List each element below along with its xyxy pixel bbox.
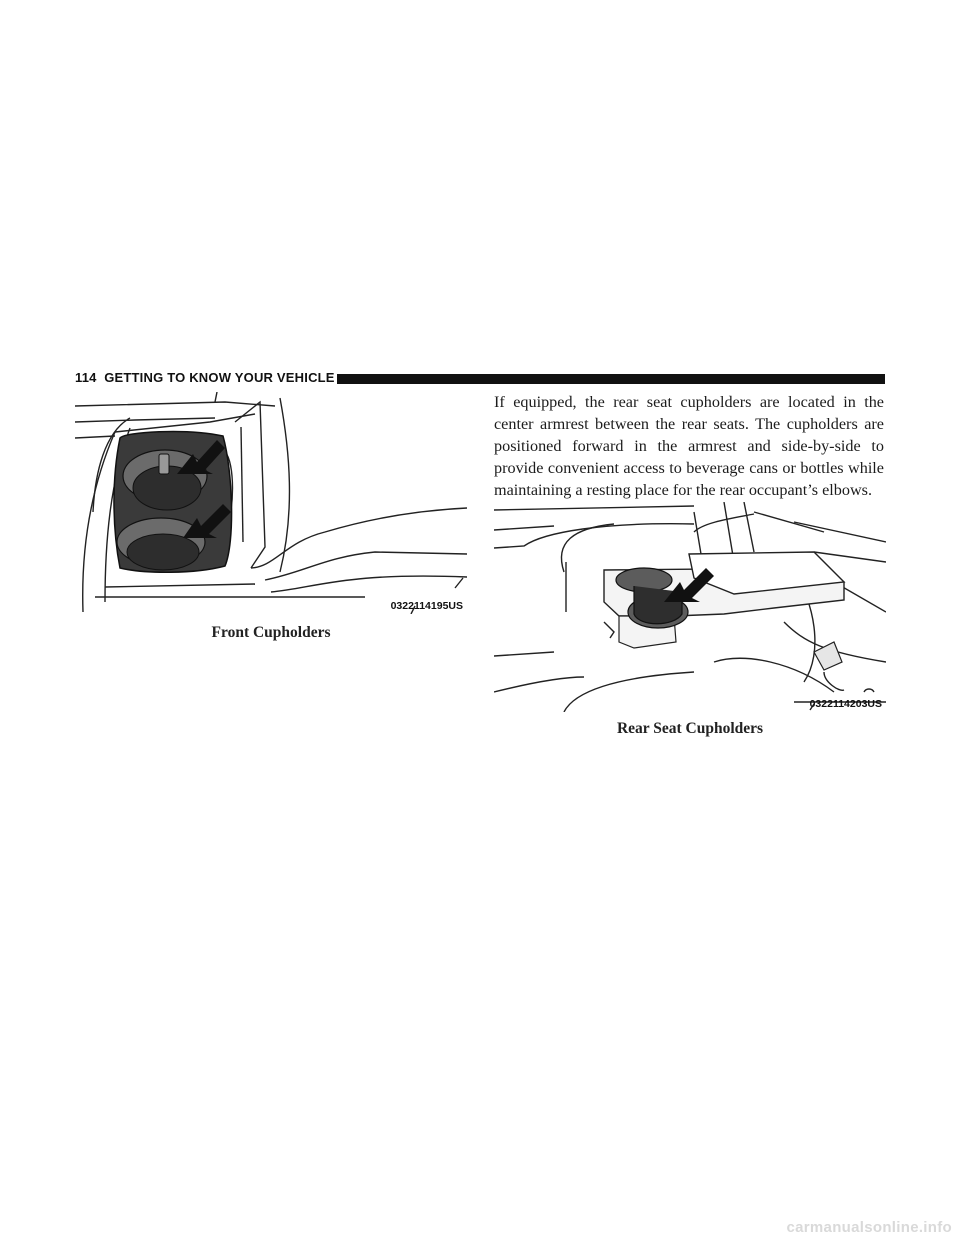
page-number: 114: [75, 370, 97, 385]
figure-code: 0322114203US: [809, 698, 882, 710]
rear-cupholders-drawing: [494, 502, 886, 712]
front-cupholders-illustration: [75, 392, 467, 614]
watermark: carmanualsonline.info: [786, 1219, 952, 1236]
header-rule: [337, 374, 885, 384]
section-title: GETTING TO KNOW YOUR VEHICLE: [104, 370, 335, 385]
running-header: [75, 369, 885, 389]
rear-cupholders-illustration: [494, 502, 886, 712]
body-paragraph: If equipped, the rear seat cupholders are located in the center armrest between the rear seats. The cupholders are positioned forward in the armrest and side-by-side to provide convenient access to beverage cans or bottles while maintaining a resting place for the rear occupant’s elbows.: [494, 393, 884, 499]
figure-caption: Front Cupholders: [211, 624, 331, 641]
header-text: [75, 370, 335, 385]
figure-code: 0322114195US: [390, 600, 463, 612]
figure-caption: Rear Seat Cupholders: [616, 720, 764, 737]
front-cupholders-drawing: [75, 392, 467, 614]
